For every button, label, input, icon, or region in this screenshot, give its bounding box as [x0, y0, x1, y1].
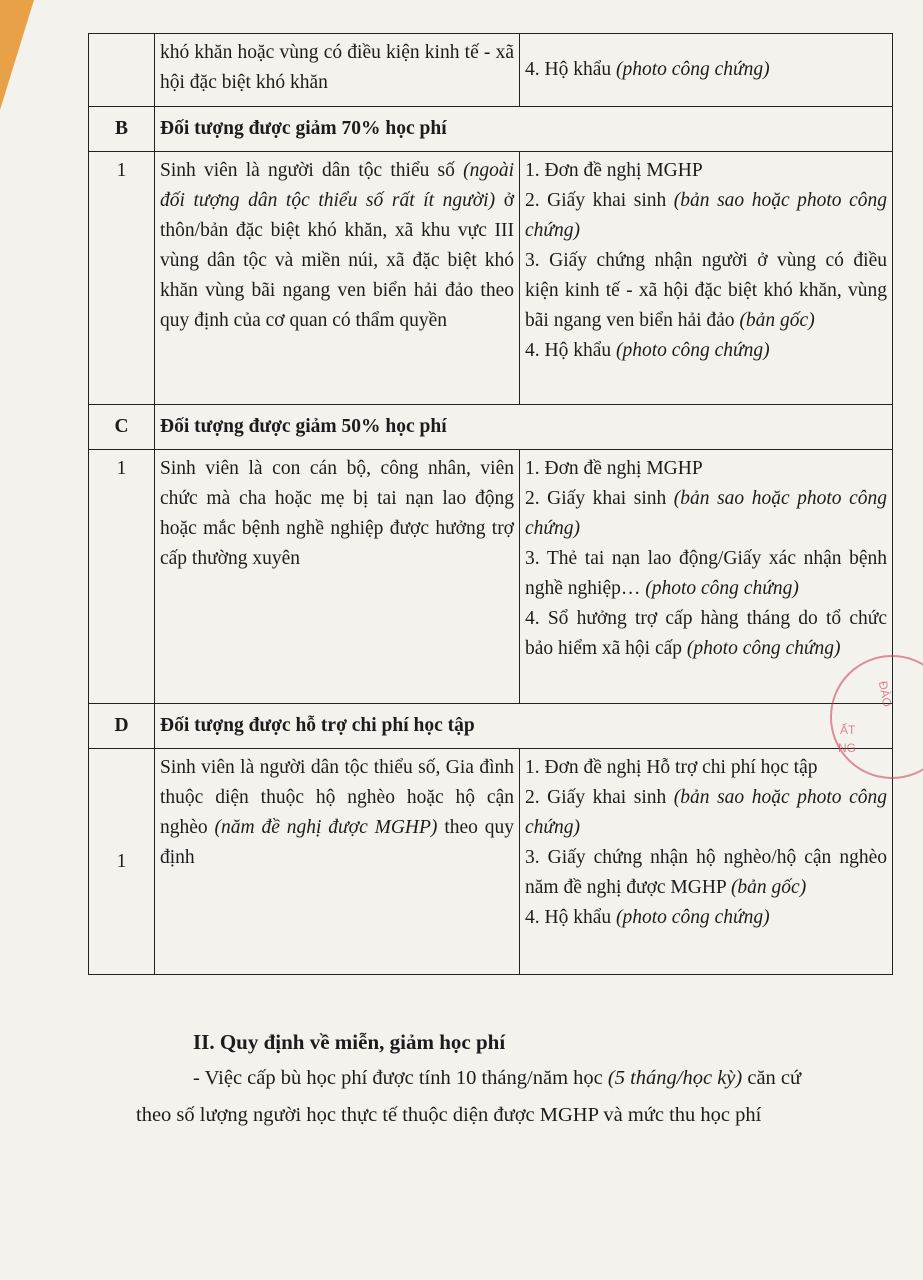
table-row — [89, 749, 893, 975]
doc-note: (bản sao hoặc photo công chứng) — [525, 787, 888, 838]
target-cell: khó khăn hoặc vùng có điều kiện kinh tế - xã hội đặc biệt khó khăn — [155, 34, 520, 107]
target-note: (ngoài đối tượng dân tộc thiểu số rất ít người) — [160, 160, 515, 211]
index-cell — [89, 34, 155, 107]
target-note: (năm đề nghị được MGHP) — [214, 817, 438, 838]
section-letter: B — [89, 107, 155, 152]
target-cell: Sinh viên là con cán bộ, công nhân, viên chức mà cha hoặc mẹ bị tai nạn lao động hoặc mắc bệnh nghề nghiệp được hưởng trợ cấp thường xuyên — [155, 450, 520, 704]
doc-note: (bản gốc) — [739, 310, 815, 331]
section-header-row — [89, 405, 893, 450]
doc-item: 3. Thẻ tai nạn lao động/Giấy xác nhận bệnh nghề nghiệp… — [525, 548, 887, 599]
doc-item: 1. Đơn đề nghị MGHP — [525, 458, 703, 479]
doc-note: (photo công chứng) — [616, 59, 770, 80]
doc-item: 4. Hộ khẩu — [525, 59, 612, 80]
doc-note: (bản gốc) — [730, 877, 807, 898]
target-text: Sinh viên là người dân tộc thiểu số — [160, 160, 455, 181]
fee-exemption-table — [88, 33, 893, 975]
doc-item: 4. Hộ khẩu — [525, 340, 612, 361]
stamp-text: ẤT — [840, 723, 856, 737]
doc-note: (bản sao hoặc photo công chứng) — [525, 488, 888, 539]
section-letter: D — [89, 704, 155, 749]
paragraph-note: (5 tháng/học kỳ) — [607, 1067, 743, 1089]
documents-cell — [520, 152, 893, 405]
stamp-text: ĐÀO — [875, 679, 895, 709]
target-text: Sinh viên là người dân tộc thiểu số, Gia đình thuộc diện thuộc hộ nghèo hoặc hộ cận nghèo — [160, 757, 514, 838]
doc-item: 1. Đơn đề nghị Hỗ trợ chi phí học tập — [525, 757, 818, 778]
target-cell — [155, 152, 520, 405]
doc-note: (photo công chứng) — [616, 907, 770, 928]
doc-note: (photo công chứng) — [645, 578, 799, 599]
target-cell — [155, 749, 520, 975]
section-title: Đối tượng được giảm 70% học phí — [155, 107, 893, 152]
section-title: Đối tượng được hỗ trợ chi phí học tập — [155, 704, 893, 749]
documents-cell — [520, 450, 893, 704]
doc-item: 3. Giấy chứng nhận hộ nghèo/hộ cận nghèo năm đề nghị được MGHP — [525, 847, 887, 898]
stamp-text: NG — [838, 741, 856, 755]
documents-cell — [520, 749, 893, 975]
paragraph — [193, 1067, 801, 1090]
section-header-row — [89, 107, 893, 152]
target-text-cont: ở thôn/bản đặc biệt khó khăn, xã khu vực III vùng dân tộc và miền núi, xã đặc biệt khó khăn vùng bãi ngang ven biển hải đảo theo quy định của cơ quan có thẩm quyền — [160, 190, 515, 331]
page-corner-fold — [0, 0, 34, 110]
doc-item: 4. Hộ khẩu — [525, 907, 612, 928]
target-text-cont: theo quy định — [160, 817, 515, 868]
doc-item: 4. Sổ hưởng trợ cấp hàng tháng do tổ chức bảo hiểm xã hội cấp — [525, 608, 887, 659]
doc-item: 1. Đơn đề nghị MGHP — [525, 160, 703, 181]
doc-note: (photo công chứng) — [686, 638, 841, 659]
section-header-row — [89, 704, 893, 749]
doc-item: 3. Giấy chứng nhận người ở vùng có điều kiện kinh tế - xã hội đặc biệt khó khăn, vùng bãi ngang ven biển hải đảo — [525, 250, 887, 331]
paragraph-text-cont: căn cứ — [747, 1067, 802, 1089]
section-letter: C — [89, 405, 155, 450]
doc-item: 2. Giấy khai sinh — [525, 787, 667, 808]
index-cell: 1 — [89, 152, 155, 405]
index-cell: 1 — [89, 749, 155, 975]
doc-item: 2. Giấy khai sinh — [525, 488, 667, 509]
section-title: Đối tượng được giảm 50% học phí — [155, 405, 893, 450]
doc-note: (photo công chứng) — [616, 340, 770, 361]
table-row — [89, 34, 893, 107]
table-row — [89, 450, 893, 704]
doc-item: 2. Giấy khai sinh — [525, 190, 667, 211]
section-heading: II. Quy định về miễn, giảm học phí — [193, 1030, 506, 1054]
index-cell: 1 — [89, 450, 155, 704]
paragraph-text: - Việc cấp bù học phí được tính 10 tháng/năm học — [193, 1067, 603, 1089]
documents-cell — [520, 34, 893, 107]
table-row — [89, 152, 893, 405]
doc-note: (bản sao hoặc photo công chứng) — [525, 190, 888, 241]
paragraph: theo số lượng người học thực tế thuộc diện được MGHP và mức thu học phí — [136, 1104, 762, 1126]
